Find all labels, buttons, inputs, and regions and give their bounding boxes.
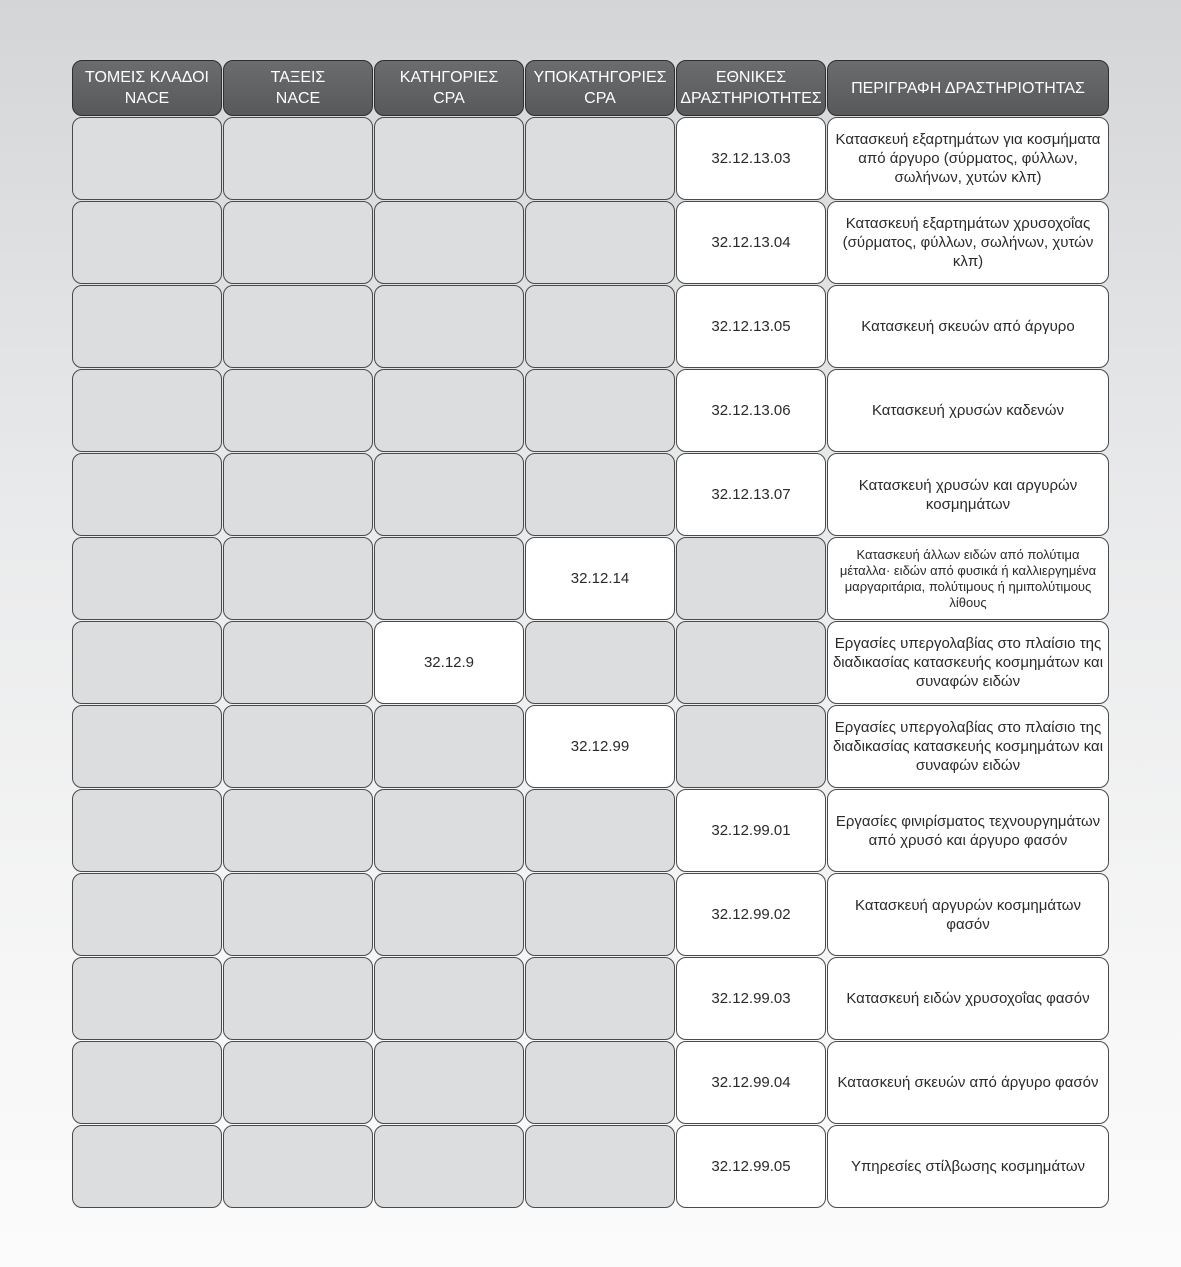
cell-categories-cpa-text: 32.12.9 xyxy=(423,654,475,671)
header-label: ΠΕΡΙΓΡΑΦΗ ΔΡΑΣΤΗΡΙΟΤΗΤΑΣ xyxy=(851,79,1085,97)
table-row xyxy=(72,705,1109,788)
table-row xyxy=(72,537,1109,620)
cell-subcategories-cpa xyxy=(525,1041,675,1124)
cell-activity-description-text: Εργασίες φινιρίσματος τεχνουργημάτων από χρυσό και άργυρο φασόν xyxy=(835,812,1101,849)
cell-classes-nace xyxy=(223,621,373,704)
header-label: ΤΟΜΕΙΣ ΚΛΑΔΟΙ NACE xyxy=(85,69,209,107)
cell-categories-cpa xyxy=(374,285,524,368)
cell-categories-cpa xyxy=(374,621,524,704)
cell-subcategories-cpa xyxy=(525,873,675,956)
header-classes-nace xyxy=(223,60,373,116)
cell-national-activity-code-text: 32.12.99.01 xyxy=(711,822,791,839)
cell-national-activity-code xyxy=(676,957,826,1040)
header-label: ΕΘΝΙΚΕΣ ΔΡΑΣΤΗΡΙΟΤΗΤΕΣ xyxy=(680,69,822,107)
cell-activity-description xyxy=(827,369,1109,452)
cell-subcategories-cpa xyxy=(525,453,675,536)
cell-activity-description xyxy=(827,789,1109,872)
cell-activity-description xyxy=(827,285,1109,368)
table-body xyxy=(72,117,1109,1208)
header-categories-cpa xyxy=(374,60,524,116)
cell-activity-description-text: Κατασκευή άλλων ειδών από πολύτιμα μέταλλα· ειδών από φυσικά ή καλλιεργημένα μαργαριτάρια, πολύτιμους ή ημιπολύτιμους λίθους xyxy=(839,546,1097,610)
cell-sectors-nace xyxy=(72,705,222,788)
cell-national-activity-code-text: 32.12.99.05 xyxy=(711,1158,791,1175)
cell-subcategories-cpa xyxy=(525,537,675,620)
cell-subcategories-cpa xyxy=(525,621,675,704)
cell-national-activity-code xyxy=(676,537,826,620)
cell-national-activity-code xyxy=(676,789,826,872)
cell-activity-description-text: Εργασίες υπεργολαβίας στο πλαίσιο της διαδικασίας κατασκευής κοσμημάτων και συναφών ειδών xyxy=(832,635,1104,690)
cell-activity-description-text: Κατασκευή χρυσών και αργυρών κοσμημάτων xyxy=(858,476,1078,513)
table-row xyxy=(72,1041,1109,1124)
cell-sectors-nace xyxy=(72,789,222,872)
cell-categories-cpa xyxy=(374,117,524,200)
cell-categories-cpa xyxy=(374,369,524,452)
cell-national-activity-code xyxy=(676,369,826,452)
cell-activity-description xyxy=(827,453,1109,536)
cell-subcategories-cpa xyxy=(525,957,675,1040)
cell-national-activity-code-text: 32.12.13.05 xyxy=(711,318,791,335)
cell-national-activity-code xyxy=(676,621,826,704)
table-row xyxy=(72,369,1109,452)
cell-national-activity-code xyxy=(676,201,826,284)
cell-classes-nace xyxy=(223,789,373,872)
cell-activity-description-text: Εργασίες υπεργολαβίας στο πλαίσιο της διαδικασίας κατασκευής κοσμημάτων και συναφών ειδών xyxy=(832,719,1104,774)
cell-sectors-nace xyxy=(72,1125,222,1208)
header-subcategories-cpa xyxy=(525,60,675,116)
cell-activity-description xyxy=(827,873,1109,956)
cell-activity-description-text: Κατασκευή εξαρτημάτων χρυσοχοΐας (σύρματος, φύλλων, σωλήνων, χυτών κλπ) xyxy=(842,215,1094,270)
cell-national-activity-code xyxy=(676,453,826,536)
cell-activity-description xyxy=(827,201,1109,284)
cell-activity-description-text: Υπηρεσίες στίλβωσης κοσμημάτων xyxy=(850,1158,1086,1175)
cell-national-activity-code-text: 32.12.99.02 xyxy=(711,906,791,923)
cell-sectors-nace xyxy=(72,873,222,956)
cell-activity-description xyxy=(827,1041,1109,1124)
cell-categories-cpa xyxy=(374,873,524,956)
cell-subcategories-cpa xyxy=(525,201,675,284)
cell-sectors-nace xyxy=(72,201,222,284)
cell-national-activity-code xyxy=(676,285,826,368)
cell-sectors-nace xyxy=(72,957,222,1040)
cell-sectors-nace xyxy=(72,117,222,200)
cell-activity-description-text: Κατασκευή σκευών από άργυρο xyxy=(861,318,1075,335)
cell-sectors-nace xyxy=(72,285,222,368)
cell-sectors-nace xyxy=(72,369,222,452)
table-row xyxy=(72,285,1109,368)
cell-sectors-nace xyxy=(72,453,222,536)
header-label: ΚΑΤΗΓΟΡΙΕΣ CPA xyxy=(399,69,499,107)
header-activity-description xyxy=(827,60,1109,116)
cell-activity-description-text: Κατασκευή αργυρών κοσμημάτων φασόν xyxy=(855,896,1081,933)
cell-subcategories-cpa xyxy=(525,285,675,368)
cell-activity-description xyxy=(827,705,1109,788)
cell-classes-nace xyxy=(223,201,373,284)
cell-subcategories-cpa xyxy=(525,1125,675,1208)
cell-national-activity-code-text: 32.12.13.06 xyxy=(711,402,791,419)
cell-classes-nace xyxy=(223,117,373,200)
cell-categories-cpa xyxy=(374,1125,524,1208)
cell-categories-cpa xyxy=(374,705,524,788)
cell-classes-nace xyxy=(223,873,373,956)
cell-activity-description xyxy=(827,1125,1109,1208)
cell-national-activity-code-text: 32.12.99.04 xyxy=(711,1074,791,1091)
cell-activity-description xyxy=(827,957,1109,1040)
cell-classes-nace xyxy=(223,537,373,620)
cell-activity-description-text: Κατασκευή εξαρτημάτων για κοσμήματα από άργυρο (σύρματος, φύλλων, σωλήνων, χυτών κλπ) xyxy=(835,131,1101,186)
cell-subcategories-cpa xyxy=(525,705,675,788)
cell-national-activity-code-text: 32.12.13.03 xyxy=(711,150,791,167)
cell-subcategories-cpa-text: 32.12.99 xyxy=(570,738,630,755)
table-row xyxy=(72,201,1109,284)
cell-national-activity-code xyxy=(676,1041,826,1124)
cell-sectors-nace xyxy=(72,1041,222,1124)
table-row xyxy=(72,453,1109,536)
cell-national-activity-code xyxy=(676,1125,826,1208)
cell-sectors-nace xyxy=(72,621,222,704)
header-label: ΤΑΞΕΙΣ NACE xyxy=(270,69,326,107)
cell-national-activity-code xyxy=(676,705,826,788)
cell-categories-cpa xyxy=(374,201,524,284)
nace-activity-table xyxy=(72,60,1109,1209)
cell-classes-nace xyxy=(223,453,373,536)
cell-classes-nace xyxy=(223,369,373,452)
cell-classes-nace xyxy=(223,957,373,1040)
header-sectors-nace xyxy=(72,60,222,116)
header-label: ΥΠΟΚΑΤΗΓΟΡΙΕΣ CPA xyxy=(533,69,667,107)
cell-categories-cpa xyxy=(374,957,524,1040)
cell-categories-cpa xyxy=(374,1041,524,1124)
table-row xyxy=(72,117,1109,200)
cell-categories-cpa xyxy=(374,537,524,620)
cell-national-activity-code xyxy=(676,873,826,956)
cell-categories-cpa xyxy=(374,789,524,872)
cell-classes-nace xyxy=(223,1041,373,1124)
cell-activity-description-text: Κατασκευή σκευών από άργυρο φασόν xyxy=(837,1074,1099,1091)
cell-national-activity-code-text: 32.12.99.03 xyxy=(711,990,791,1007)
cell-sectors-nace xyxy=(72,537,222,620)
cell-national-activity-code xyxy=(676,117,826,200)
table-row xyxy=(72,621,1109,704)
cell-categories-cpa xyxy=(374,453,524,536)
table-row xyxy=(72,873,1109,956)
cell-classes-nace xyxy=(223,705,373,788)
cell-subcategories-cpa xyxy=(525,789,675,872)
cell-national-activity-code-text: 32.12.13.07 xyxy=(711,486,791,503)
cell-classes-nace xyxy=(223,1125,373,1208)
cell-subcategories-cpa xyxy=(525,117,675,200)
cell-activity-description-text: Κατασκευή χρυσών καδενών xyxy=(871,402,1065,419)
table-row xyxy=(72,789,1109,872)
cell-subcategories-cpa xyxy=(525,369,675,452)
cell-activity-description-text: Κατασκευή ειδών χρυσοχοΐας φασόν xyxy=(846,990,1090,1007)
cell-activity-description xyxy=(827,621,1109,704)
table-row xyxy=(72,957,1109,1040)
cell-activity-description xyxy=(827,537,1109,620)
cell-national-activity-code-text: 32.12.13.04 xyxy=(711,234,791,251)
cell-subcategories-cpa-text: 32.12.14 xyxy=(570,570,630,587)
header-national-activities xyxy=(676,60,826,116)
cell-activity-description xyxy=(827,117,1109,200)
cell-classes-nace xyxy=(223,285,373,368)
table-header-row xyxy=(72,60,1109,116)
table-row xyxy=(72,1125,1109,1208)
